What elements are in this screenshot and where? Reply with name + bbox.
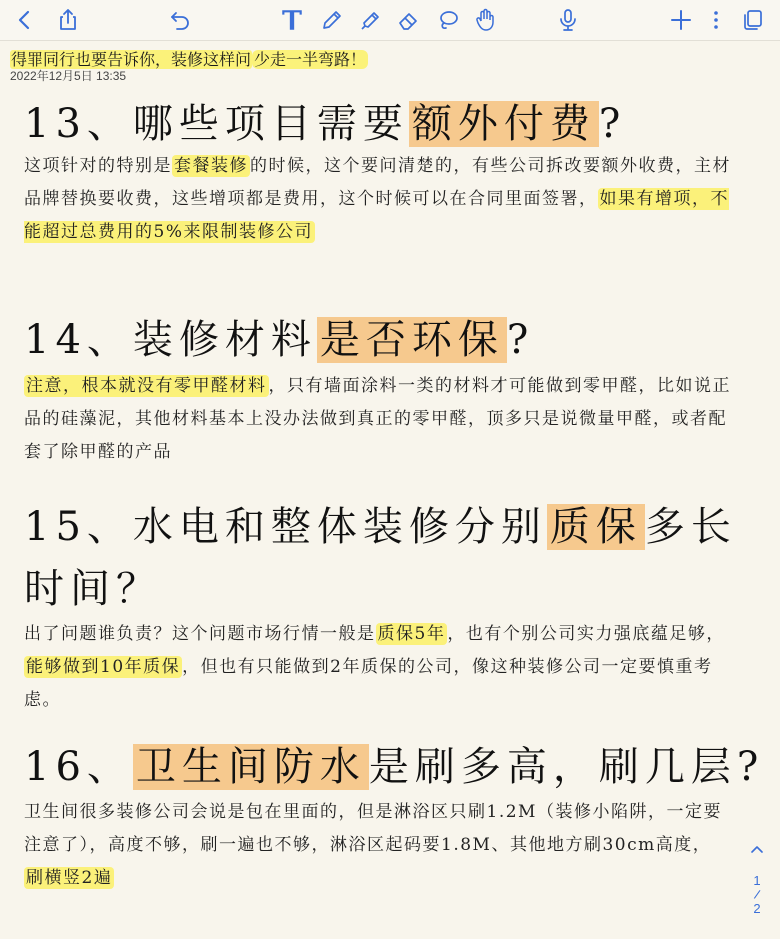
microphone-icon[interactable] bbox=[553, 5, 583, 35]
section-16-heading bbox=[24, 740, 764, 794]
section-13-heading bbox=[24, 97, 626, 151]
chevron-up-icon[interactable] bbox=[748, 840, 766, 858]
heading-highlight: 是否环保 bbox=[317, 317, 507, 363]
heading-text: 多长 bbox=[644, 504, 737, 550]
lasso-tool-icon[interactable] bbox=[433, 5, 463, 35]
section-15-heading bbox=[24, 500, 737, 554]
hand-tool-icon[interactable] bbox=[470, 5, 500, 35]
body-highlight: 套餐装修 bbox=[174, 156, 248, 176]
body-highlight: 如果有增项，不能超过总费用的5%来限制装修公司 bbox=[24, 189, 729, 242]
back-icon[interactable] bbox=[10, 5, 40, 35]
share-icon[interactable] bbox=[53, 5, 83, 35]
more-icon[interactable] bbox=[701, 5, 731, 35]
heading-text: 13、哪些项目需要 bbox=[24, 101, 409, 147]
pen-tool-icon[interactable] bbox=[317, 5, 347, 35]
note-canvas[interactable] bbox=[0, 88, 780, 939]
section-15-body bbox=[24, 618, 739, 717]
heading-text: ? bbox=[506, 317, 535, 363]
eraser-tool-icon[interactable] bbox=[394, 5, 424, 35]
body-text: ，但也有只能做到2年质保的公司，像这种装修公司一定要慎重考虑。 bbox=[24, 657, 713, 710]
body-text: 这项针对的特别是 bbox=[24, 156, 172, 176]
section-14-heading bbox=[24, 313, 534, 367]
body-highlight: 注意，根本就没有零甲醛材料 bbox=[26, 376, 267, 396]
page-total: 2 bbox=[753, 901, 761, 916]
heading-text: ? bbox=[598, 101, 627, 147]
body-text: 的时候，这个要问清楚的，有些公司拆改要额外收费，主材品牌替换要收费，这些增项都是费用，这个时候可以在合同里面签署， bbox=[24, 156, 731, 209]
body-highlight: 质保5年 bbox=[377, 624, 446, 644]
page-separator: / bbox=[752, 886, 762, 903]
text-tool-icon[interactable] bbox=[277, 5, 307, 35]
body-highlight: 能够做到10年质保 bbox=[26, 657, 181, 677]
top-toolbar bbox=[0, 0, 780, 41]
page-indicator[interactable] bbox=[748, 874, 766, 916]
heading-text: 15、水电和整体装修分别 bbox=[24, 504, 547, 550]
pages-icon[interactable] bbox=[738, 5, 768, 35]
heading-text: 14、装修材料 bbox=[24, 317, 317, 363]
undo-icon[interactable] bbox=[165, 5, 195, 35]
heading-highlight: 卫生间防水 bbox=[133, 744, 369, 790]
section-16-body bbox=[24, 796, 729, 895]
section-14-body bbox=[24, 370, 739, 469]
body-text: ，只有墙面涂料一类的材料才可能做到零甲醛，比如说正品的硅藻泥，其他材料基本上没办法做到真正的零甲醛，顶多只是说微量甲醛，或者配套了除甲醛的产品 bbox=[24, 376, 731, 462]
document-date: 2022年12月5日 13:35 bbox=[10, 69, 127, 83]
add-icon[interactable] bbox=[666, 5, 696, 35]
heading-text: 是刷多高，刷几层? bbox=[368, 744, 765, 790]
body-text: ，也有个别公司实力强底蕴足够， bbox=[447, 624, 725, 644]
body-text: 出了问题谁负责？这个问题市场行情一般是 bbox=[24, 624, 376, 644]
title-text: 得罪同行也要告诉你，装修这样问 bbox=[11, 50, 252, 69]
heading-highlight: 额外付费 bbox=[409, 101, 599, 147]
section-13-body bbox=[24, 150, 739, 249]
section-15-heading-line2: 时间？ bbox=[24, 566, 162, 612]
heading-text: 16、 bbox=[24, 744, 133, 790]
title-text-highlighted: 少走一半弯路！ bbox=[254, 50, 367, 69]
page-current: 1 bbox=[753, 873, 761, 888]
body-text: 卫生间很多装修公司会说是包在里面的，但是淋浴区只刷1.2M（装修小陷阱，一定要注意了），高度不够，刷一遍也不够，淋浴区起码要1.8M、其他地方刷30cm高度， bbox=[24, 802, 722, 855]
heading-highlight: 质保 bbox=[547, 504, 645, 550]
highlighter-tool-icon[interactable] bbox=[356, 5, 386, 35]
body-highlight: 刷横竖2遍 bbox=[26, 868, 113, 888]
